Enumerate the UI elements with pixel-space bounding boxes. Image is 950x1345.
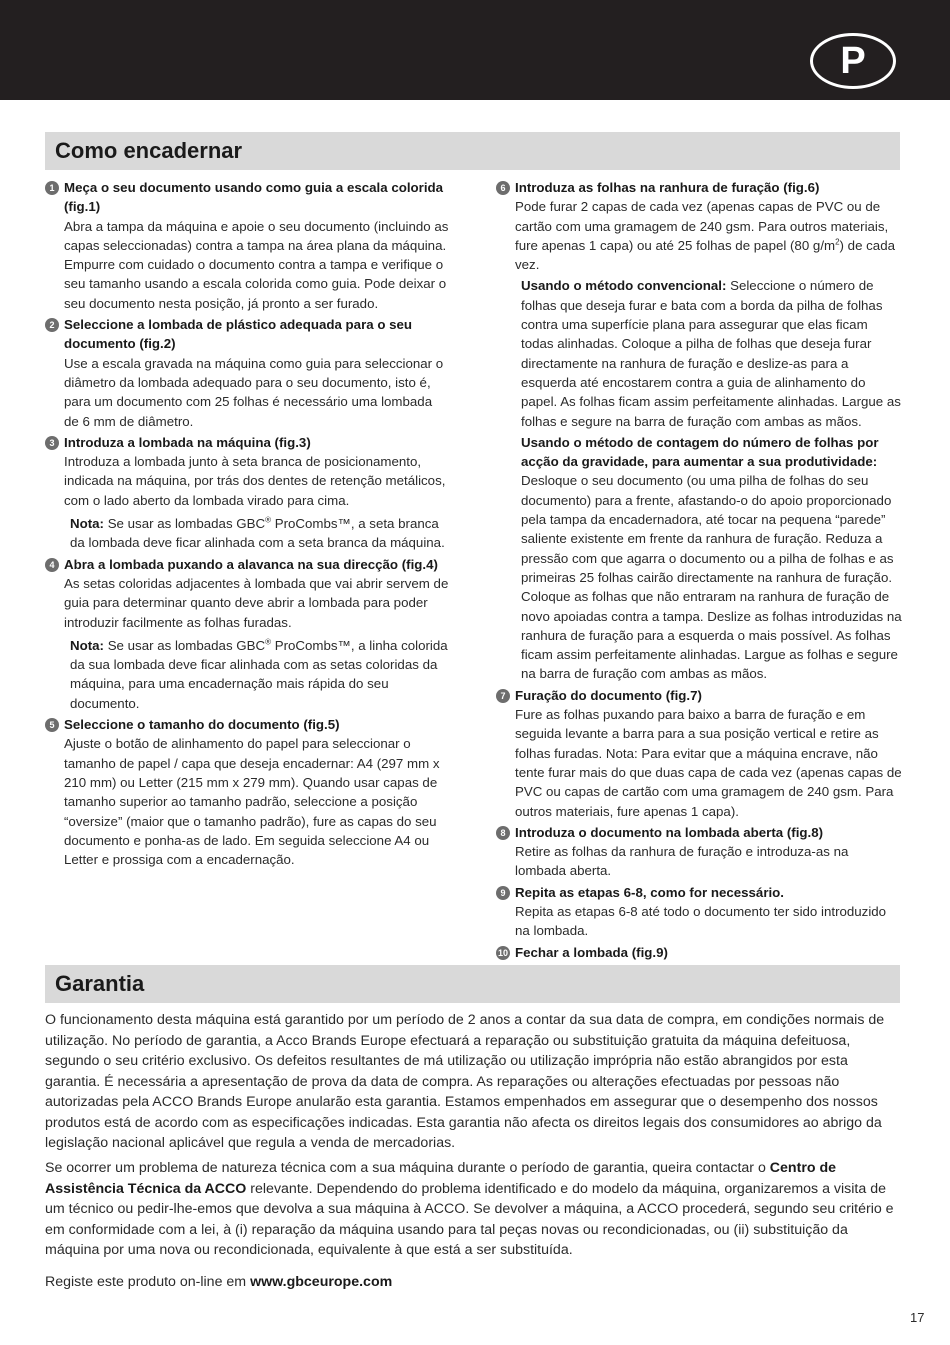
step-2 (45, 315, 450, 431)
step-body: Use a escala gravada na máquina como guia para seleccionar o diâmetro da lombada adequado para o seu documento, isto é, para um documento com 25 folhas é necessário uma lombada de 6 mm de diâmetro. (64, 355, 444, 429)
step-title: Seleccione o tamanho do documento (fig.5) (64, 717, 340, 733)
note-text: Se usar as lombadas GBC (107, 637, 266, 653)
step-body-text: ) de cada vez. (515, 237, 895, 273)
step-6 (496, 178, 902, 684)
note-text: ProCombs™, a seta branca da lombada deve ficar alinhada com a seta branca da máquina. (70, 516, 445, 551)
superscript: 2 (835, 237, 840, 247)
step-9 (496, 883, 902, 941)
service-center-name: Centro de Assistência Técnica da ACCO (45, 1160, 837, 1197)
step-body: Ajuste o botão de alinhamento do papel para seleccionar o tamanho de papel / capa que deseja encadernar: A4 (297 mm x 210 mm) ou Letter (215 mm x 279 mm). Quando usar capas de tamanho superior ao tamanho padrão, seleccione a posição “oversize” (maior que o tamanho padrão), fure as capas do seu documento e ponha-as de lado. Em seguida seleccione A4 ou Letter e prossiga com a encadernação. (64, 736, 440, 868)
step-number: 1 (45, 181, 59, 195)
warranty-text: relevante. Dependendo do problema identificado e do modelo da máquina, organizaremos a visita de um técnico ou pedir-lhe-emos que devolva a sua máquina à ACCO. Se devolver a máquina, a ACCO procederá, segundo seu critério e em conformidade com a lei, à (i) reparação da máquina usando para tal peças novas ou recondicionadas, ou (ii) substituição da máquina por uma nova ou recondicionada, equivalente à que está a ser substituída. (45, 1180, 894, 1258)
section-title-binding: Como encadernar (45, 132, 900, 170)
step-body: Repita as etapas 6-8 até todo o documento ter sido introduzido na lombada. (515, 903, 887, 939)
step-title: Repita as etapas 6-8, como for necessário. (515, 884, 785, 900)
step-number: 6 (496, 181, 510, 195)
step-note (70, 514, 450, 553)
section-title-warranty: Garantia (45, 965, 900, 1003)
step-number: 4 (45, 558, 59, 572)
step-3 (45, 433, 450, 553)
registered-mark: ® (265, 515, 272, 525)
header-bar (0, 0, 950, 100)
step-5 (45, 715, 450, 869)
warranty-paragraph-1: O funcionamento desta máquina está garantido por um período de 2 anos a contar da sua data de compra, em condições normais de utilização. No período de garantia, a Acco Brands Europe efectuará a reparação ou substituição gratuita da máquina defeituosa, segundo o seu critério exclusivo. Os defeitos resultantes de má utilização ou utilização imprópria não estão abrangidos por esta garantia. É necessária a apresentação de prova da data de compra. As reparações ou alterações efectuadas por pessoas não autorizadas pela ACCO Brands Europe anularão esta garantia. Estamos empenhados em assegurar que o desempenho dos nossos produtos está de acordo com as especificações indicadas. Esta garantia não afecta os direitos legais dos consumidores ao abrigo da legislação nacional aplicável que regula a venda de mercadorias. (45, 1012, 885, 1151)
step-note (70, 636, 450, 713)
gravity-method (521, 433, 902, 684)
note-label: Nota: (70, 637, 104, 653)
step-7 (496, 686, 902, 821)
note-text: Se usar as lombadas GBC (107, 516, 266, 532)
step-title: Furação do documento (fig.7) (515, 687, 702, 703)
registration-text: Registe este produto on-line em (45, 1274, 247, 1290)
method-text: Desloque o seu documento (ou uma pilha de folhas do seu documento) para a frente, afastando-o do apoio proporcionado pela tampa da encadernadora, até tocar na pequena “parede” saliente existente em frente da ranhura de furação. Reduza a pressão com que agarra o documento ou a pilha de folhas e as primeiras 25 folhas cairão directamente na ranhura de furação. Coloque as folhas que não entraram na ranhura de furação de novo apoiadas contra a tampa. Deslize as folhas introduzidas na ranhura de furação para a esquerda o mais possível. As folhas ficam assim perfeitamente alinhadas. Largue as folhas e segure na barra de furação com ambas as mãos. (521, 473, 902, 682)
step-body (515, 197, 902, 274)
instructions-right-column (496, 178, 902, 983)
step-body: Introduza a lombada junto à seta branca de posicionamento, indicada na máquina, por trás dos dentes de retenção metálicos, com o lado aberto da lombada virado para cima. (64, 454, 446, 508)
step-body: As setas coloridas adjacentes à lombada que vai abrir servem de guia para determinar quanto deve abrir a lombada para poder introduzir facilmente as folhas furadas. (64, 575, 449, 630)
step-body: Retire as folhas da ranhura de furação e introduza-as na lombada aberta. (515, 844, 849, 879)
conventional-method (521, 276, 902, 430)
registration-line (45, 1272, 903, 1293)
method-label: Usando o método de contagem do número de folhas por acção da gravidade, para aumentar a sua produtividade: (521, 434, 879, 470)
step-body-text: Pode furar 2 capas de cada vez (apenas capas de PVC ou de cartão com uma gramagem de 240 gsm. Para outros materiais, fure apenas 1 capa) ou até 25 folhas de papel (80 g/m (515, 199, 889, 253)
step-number: 9 (496, 886, 510, 900)
website-link[interactable]: www.gbceurope.com (250, 1274, 393, 1290)
page-number: 17 (910, 1310, 925, 1325)
step-1 (45, 178, 450, 313)
registered-mark: ® (265, 637, 272, 647)
step-title: Introduza o documento na lombada aberta (fig.8) (515, 824, 824, 840)
method-label: Usando o método convencional: (521, 278, 727, 294)
warranty-text: Se ocorrer um problema de natureza técnica com a sua máquina durante o período de garantia, queira contactar o (45, 1160, 766, 1176)
step-number: 2 (45, 318, 59, 332)
step-body: Fure as folhas puxando para baixo a barra de furação e em seguida levante a barra para a sua posição vertical e retire as folhas furadas. Nota: Para evitar que a máquina encrave, não tente furar mais do que duas capa de cada vez (apenas capas de PVC ou capas de cartão com uma gramagem de 240 gsm. Para outros materiais, fure apenas 1 capa). (515, 707, 902, 819)
step-8 (496, 823, 902, 881)
step-title: Introduza a lombada na máquina (fig.3) (64, 434, 311, 450)
step-title: Seleccione a lombada de plástico adequada para o seu documento (fig.2) (64, 317, 413, 352)
step-number: 3 (45, 436, 59, 450)
language-badge: P (810, 33, 896, 89)
note-text: ProCombs™, a linha colorida da sua lombada deve ficar alinhada com as setas coloridas da máquina, para uma encadernação mais rápida do seu documento. (70, 637, 448, 711)
note-label: Nota: (70, 516, 104, 532)
step-body: Abra a tampa da máquina e apoie o seu documento (incluindo as capas seleccionadas) contra a tampa na área plana da máquina. Empurre com cuidado o documento contra a tampa e verifique o seu tamanho usando a escala colorida como guia. Pode deixar o seu documento nesta posição, já pronto a ser furado. (64, 218, 449, 311)
instructions-left-column (45, 178, 450, 871)
step-title: Abra a lombada puxando a alavanca na sua direcção (fig.4) (64, 556, 438, 572)
step-4 (45, 555, 450, 713)
warranty-paragraph-2 (45, 1158, 903, 1261)
step-number: 7 (496, 689, 510, 703)
step-number: 5 (45, 718, 59, 732)
method-text: Seleccione o número de folhas que deseja furar e bata com a borda da pilha de folhas contra uma superfície plana para assegurar que elas ficam todas alinhadas. Coloque a pilha de folhas que deseja furar directamente na ranhura de furação e deslize-as para a esquerda até encostarem contra a guia de alinhamento do papel. As folhas ficam assim perfeitamente alinhadas. Largue as folhas e segure na barra de furação com ambas as mãos. (521, 278, 901, 429)
step-title: Meça o seu documento usando como guia a escala colorida (fig.1) (64, 180, 444, 215)
step-number: 8 (496, 826, 510, 840)
step-number: 10 (497, 947, 508, 958)
step-title: Introduza as folhas na ranhura de furação (fig.6) (515, 180, 820, 195)
step-title: Fechar a lombada (fig.9) (515, 944, 668, 960)
